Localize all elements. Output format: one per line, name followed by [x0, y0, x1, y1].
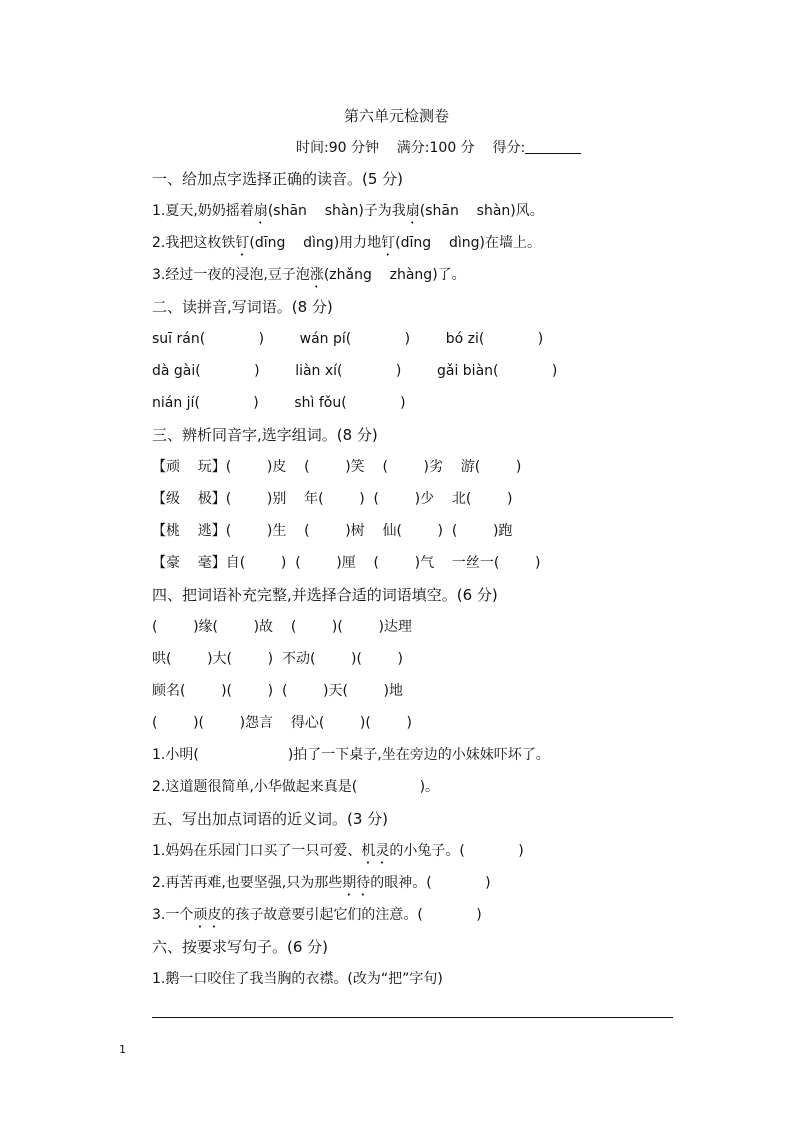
line-text: 2.再苦再难,也要坚强,只为那些 — [152, 875, 343, 891]
line-text: suī rán( ) wán pí( ) bó zi( ) — [152, 331, 544, 347]
exam-body — [152, 168, 692, 1000]
line-text: 的眼神。( ) — [370, 875, 491, 891]
question-line — [152, 360, 692, 392]
line-text: 【级 极】( )别 年( ) ( )少 北( ) — [152, 491, 513, 507]
question-line — [152, 328, 692, 360]
line-text: 顾名( )( ) ( )天( )地 — [152, 683, 404, 699]
line-text: 【桃 逃】( )生 ( )树 仙( ) ( )跑 — [152, 523, 513, 539]
line-text: 3.一个 — [152, 907, 194, 923]
dotted-character: 顽皮 — [193, 907, 222, 923]
line-text: 2.我把这枚铁 — [152, 235, 236, 251]
section-heading — [152, 936, 692, 968]
question-line — [152, 232, 692, 264]
section-heading — [152, 808, 692, 840]
answer-line[interactable] — [152, 1017, 673, 1018]
line-text: (dīng dìng)用力地 — [249, 235, 382, 251]
question-line — [152, 712, 692, 744]
question-line — [152, 872, 692, 904]
question-line — [152, 264, 692, 296]
dotted-character: 机灵 — [361, 843, 390, 859]
score-blank[interactable] — [525, 139, 581, 154]
question-line — [152, 648, 692, 680]
line-text: 1.小明( )拍了一下桌子,坐在旁边的小妹妹吓坏了。 — [152, 747, 550, 763]
dotted-character: 扇 — [405, 203, 420, 219]
line-text: (shān shàn)风。 — [419, 203, 544, 219]
line-text: 3.经过一夜的浸泡,豆子泡 — [152, 267, 310, 283]
line-text: nián jí( ) shì fǒu( ) — [152, 395, 406, 411]
exam-title: 第六单元检测卷 — [343, 107, 449, 125]
exam-info — [296, 137, 581, 157]
page-number: 1 — [119, 1043, 126, 1056]
line-text: 1.妈妈在乐园门口买了一只可爱、 — [152, 843, 362, 859]
question-line — [152, 616, 692, 648]
line-text: 五、写出加点词语的近义词。(3 分) — [152, 810, 389, 828]
question-line — [152, 776, 692, 808]
question-line — [152, 456, 692, 488]
line-text: 1.夏天,奶奶摇着 — [152, 203, 254, 219]
question-line — [152, 744, 692, 776]
line-text: dà gài( ) liàn xí( ) gǎi biàn( ) — [152, 363, 558, 379]
question-line — [152, 840, 692, 872]
dotted-character: 期待 — [342, 875, 371, 891]
line-text: 2.这道题很简单,小华做起来真是( )。 — [152, 779, 440, 795]
dotted-character: 扇 — [253, 203, 268, 219]
section-heading — [152, 424, 692, 456]
line-text: 的孩子故意要引起它们的注意。( ) — [221, 907, 482, 923]
dotted-character: 钉 — [235, 235, 250, 251]
line-text: 四、把词语补充完整,并选择合适的词语填空。(6 分) — [152, 586, 498, 604]
question-line — [152, 520, 692, 552]
line-text: ( )缘( )故 ( )( )达理 — [152, 619, 412, 635]
dotted-character: 涨 — [309, 267, 324, 283]
line-text: 三、辨析同音字,选字组词。(8 分) — [152, 426, 378, 444]
section-heading — [152, 168, 692, 200]
question-line — [152, 488, 692, 520]
question-line — [152, 392, 692, 424]
question-line — [152, 968, 692, 1000]
section-heading — [152, 584, 692, 616]
line-text: 哄( )大( ) 不动( )( ) — [152, 651, 404, 667]
exam-info-text: 时间:90 分钟 满分:100 分 得分: — [296, 140, 526, 156]
line-text: 1.鹅一口咬住了我当胸的衣襟。(改为“把”字句) — [152, 971, 443, 987]
line-text: 的小兔子。( ) — [389, 843, 524, 859]
line-text: 一、给加点字选择正确的读音。(5 分) — [152, 170, 404, 188]
question-line — [152, 904, 692, 936]
line-text: (shān shàn)子为我 — [267, 203, 406, 219]
line-text: 二、读拼音,写词语。(8 分) — [152, 298, 333, 316]
dotted-character: 钉 — [381, 235, 396, 251]
section-heading — [152, 296, 692, 328]
line-text: (zhǎng zhàng)了。 — [323, 267, 466, 283]
line-text: (dīng dìng)在墙上。 — [395, 235, 541, 251]
line-text: ( )( )怨言 得心( )( ) — [152, 715, 412, 731]
question-line — [152, 200, 692, 232]
line-text: 【顽 玩】( )皮 ( )笑 ( )劣 游( ) — [152, 459, 522, 475]
line-text: 【豪 毫】自( ) ( )厘 ( )气 一丝一( ) — [152, 555, 541, 571]
line-text: 六、按要求写句子。(6 分) — [152, 938, 329, 956]
question-line — [152, 680, 692, 712]
question-line — [152, 552, 692, 584]
